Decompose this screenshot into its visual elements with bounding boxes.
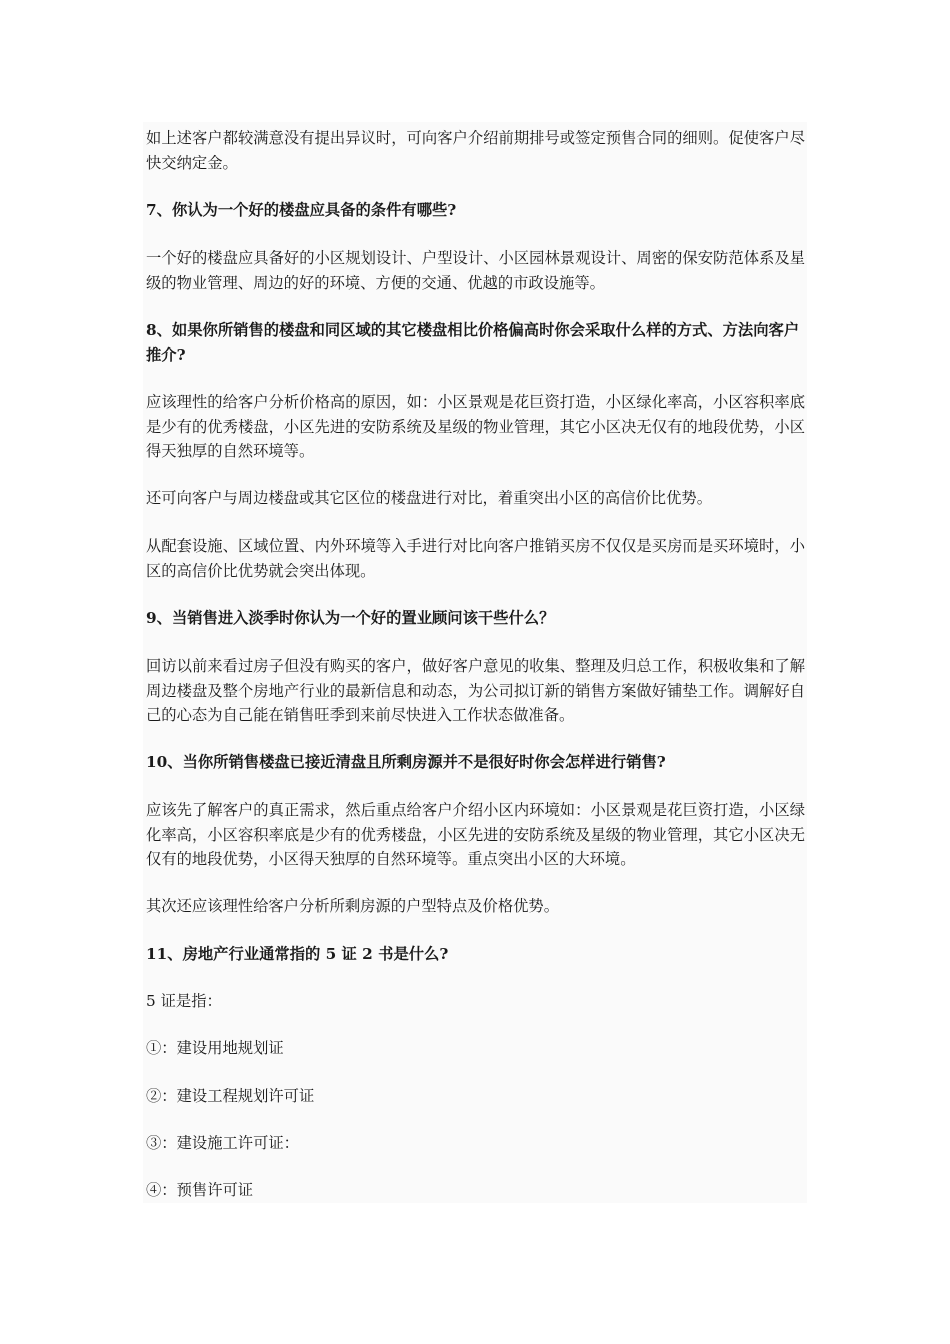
question-text: 8、如果你所销售的楼盘和同区域的其它楼盘相比价格偏高时你会采取什么样的方式、方法向客户推介?: [146, 321, 800, 364]
list-item-certificate-3: [146, 1131, 805, 1156]
answer-7: [146, 246, 805, 295]
answer-8-part-3: [146, 534, 805, 583]
question-text: 11、房地产行业通常指的 5 证 2 书是什么?: [146, 945, 449, 963]
paragraph-text: 其次还应该理性给客户分析所剩房源的户型特点及价格优势。: [146, 897, 560, 915]
list-item-text: ①：建设用地规划证: [146, 1039, 284, 1057]
paragraph-text: 回访以前来看过房子但没有购买的客户，做好客户意见的收集、整理及归总工作，积极收集和了解周边楼盘及整个房地产行业的最新信息和动态，为公司拟订新的销售方案做好铺垫工作。调解好自己的心态为自己能在销售旺季到来前尽快进入工作状态做准备。: [146, 657, 805, 724]
paragraph-text: 如上述客户都较满意没有提出异议时，可向客户介绍前期排号或签定预售合同的细则。促使客户尽快交纳定金。: [146, 129, 805, 172]
list-item-certificate-2: [146, 1084, 805, 1109]
answer-11-intro: [146, 989, 805, 1014]
paragraph-text: 应该理性的给客户分析价格高的原因，如：小区景观是花巨资打造，小区绿化率高，小区容积率底是少有的优秀楼盘，小区先进的安防系统及星级的物业管理，其它小区决无仅有的地段优势，小区得天独厚的自然环境等。: [146, 393, 805, 460]
paragraph-closing-advice: [146, 126, 805, 175]
list-item-certificate-4: [146, 1178, 805, 1203]
list-item-text: ④：预售许可证: [146, 1181, 254, 1199]
paragraph-text: 5 证是指：: [146, 992, 222, 1010]
paragraph-text: 应该先了解客户的真正需求，然后重点给客户介绍小区内环境如：小区景观是花巨资打造，小区绿化率高，小区容积率底是少有的优秀楼盘，小区先进的安防系统及星级的物业管理，其它小区决无仅有的地段优势，小区得天独厚的自然环境等。重点突出小区的大环境。: [146, 801, 805, 868]
answer-10-part-2: [146, 894, 805, 919]
answer-8-part-1: [146, 390, 805, 464]
paragraph-text: 一个好的楼盘应具备好的小区规划设计、户型设计、小区园林景观设计、周密的保安防范体系及星级的物业管理、周边的好的环境、方便的交通、优越的市政设施等。: [146, 249, 805, 292]
answer-8-part-2: [146, 486, 805, 511]
question-text: 9、当销售进入淡季时你认为一个好的置业顾问该干些什么？: [146, 609, 555, 627]
question-8: [146, 318, 805, 367]
question-9: [146, 606, 805, 631]
answer-9: [146, 654, 805, 728]
answer-10-part-1: [146, 798, 805, 872]
question-text: 10、当你所销售楼盘已接近清盘且所剩房源并不是很好时你会怎样进行销售?: [146, 753, 666, 771]
list-item-text: ②：建设工程规划许可证: [146, 1087, 315, 1105]
list-item-text: ③：建设施工许可证：: [146, 1134, 299, 1152]
paragraph-text: 还可向客户与周边楼盘或其它区位的楼盘进行对比，着重突出小区的高信价比优势。: [146, 489, 712, 507]
paragraph-text: 从配套设施、区域位置、内外环境等入手进行对比向客户推销买房不仅仅是买房而是买环境时，小区的高信价比优势就会突出体现。: [146, 537, 805, 580]
question-7: [146, 198, 805, 223]
question-11: [146, 942, 805, 967]
list-item-certificate-1: [146, 1036, 805, 1061]
question-text: 7、你认为一个好的楼盘应具备的条件有哪些?: [146, 201, 457, 219]
question-10: [146, 750, 805, 775]
document-page: [143, 122, 807, 1203]
